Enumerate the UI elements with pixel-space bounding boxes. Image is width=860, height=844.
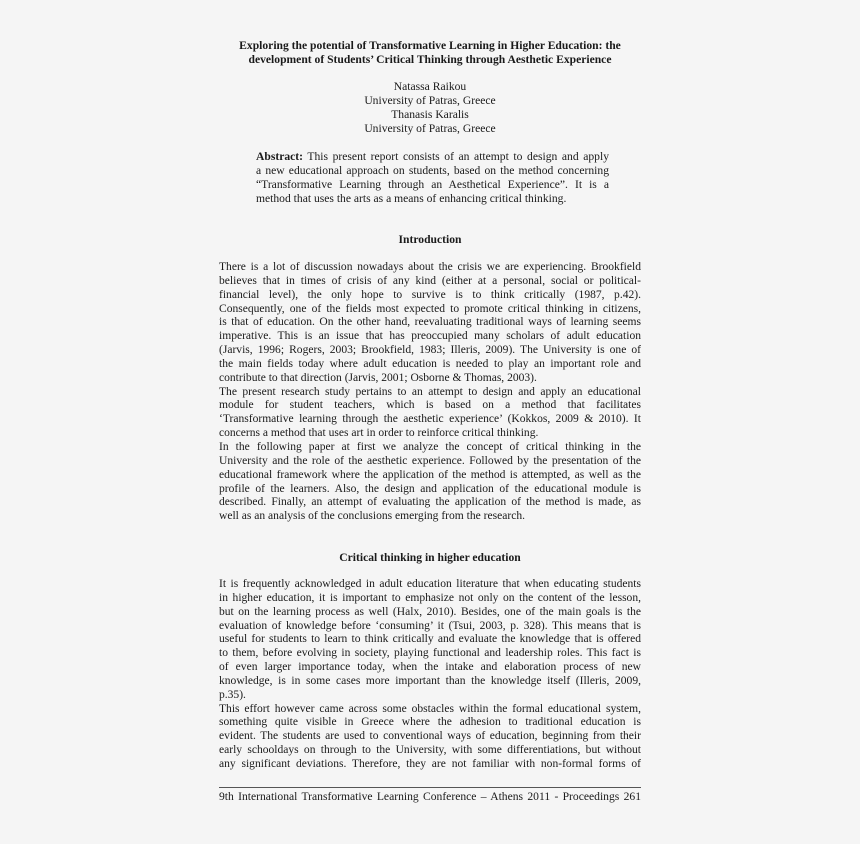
- body-line: the main fields today where adult education is needed to play an important role and: [219, 357, 641, 370]
- footer-divider: [219, 787, 641, 788]
- body-line: module for student teachers, which is based on a method that facilitates: [219, 399, 641, 412]
- body-line: There is a lot of discussion nowadays about the crisis we are experiencing. Brookfield: [219, 261, 641, 273]
- author-affiliation: University of Patras, Greece: [364, 94, 496, 107]
- abstract: [256, 150, 609, 205]
- body-line: knowledge, is in some cases more important than the knowledge itself (Illeris, 2009,: [219, 674, 641, 687]
- body-line: University and the role of the aesthetic experience. Followed by the presentation of the: [219, 454, 641, 467]
- section-body-introduction: [219, 261, 641, 524]
- body-line: well as an analysis of the conclusions emerging from the research.: [219, 510, 526, 523]
- body-line: something quite visible in Greece where the adhesion to traditional education is: [219, 716, 641, 729]
- body-line: believes that in times of crisis of any kind (either at a personal, social or political-: [219, 274, 641, 287]
- author-name: Thanasis Karalis: [391, 108, 469, 121]
- body-line: In the following paper at first we analyze the concept of critical thinking in the: [219, 440, 641, 453]
- body-line: (Jarvis, 1996; Rogers, 2003; Brookfield, 1983; Illeris, 2009). The University is one of: [219, 344, 641, 357]
- body-line: It is frequently acknowledged in adult education literature that when educating students: [219, 578, 641, 590]
- page-footer: 9th International Transformative Learning Conference – Athens 2011 - Proceedings 261: [219, 790, 641, 803]
- body-line: imperative. This is an issue that has preoccupied many scholars of adult education: [219, 330, 641, 343]
- body-line: evident. The students are used to conventional ways of education, beginning from their: [219, 730, 641, 743]
- body-line: to them, before evolving in society, playing functional and leadership roles. This fact is: [219, 647, 641, 660]
- abstract-line: “Transformative Learning through an Aesthetical Experience”. It is a: [256, 177, 609, 191]
- title-line: Exploring the potential of Transformative Learning in Higher Education: the: [239, 39, 621, 52]
- body-line: financial level), the only hope to survive is to think critically (1987, p.42).: [219, 288, 641, 301]
- body-line: early schooldays on through to the University, with some differentiations, but without: [219, 744, 641, 757]
- abstract-line: method that uses the arts as a means of enhancing critical thinking.: [256, 191, 567, 205]
- section-heading-critical-thinking: Critical thinking in higher education: [339, 551, 521, 564]
- abstract-line: Abstract: This present report consists of an attempt to design and apply: [256, 150, 609, 163]
- body-line: ‘Transformative learning through the aesthetic experience’ (Kokkos, 2009 & 2010). It: [219, 413, 641, 426]
- body-line: any significant deviations. Therefore, they are not familiar with non-formal forms of: [219, 757, 641, 770]
- body-line: educational framework where the application of the method is attempted, as well as the: [219, 468, 641, 481]
- title-line: development of Students’ Critical Thinking through Aesthetic Experience: [248, 53, 612, 66]
- author-name: Natassa Raikou: [393, 80, 467, 93]
- body-line: concerns a method that uses art in order to reinforce critical thinking.: [219, 427, 539, 440]
- body-line: This effort however came across some obstacles within the formal educational system,: [219, 702, 641, 715]
- body-line: useful for students to learn to think critically and evaluate the knowledge that is offered: [219, 633, 641, 646]
- paper-title: [209, 39, 651, 67]
- body-line: of even larger importance today, when the intake and elaboration process of new: [219, 661, 641, 674]
- body-line: evaluation of knowledge before ‘consuming’ it (Tsui, 2003, p. 328). This means that is: [219, 619, 641, 632]
- body-line: The present research study pertains to an attempt to design and apply an educational: [219, 385, 641, 398]
- section-body-critical-thinking: [219, 578, 641, 772]
- body-line: is that of education. On the other hand, reevaluating traditional ways of learning seems: [219, 316, 641, 329]
- author-affiliation: University of Patras, Greece: [364, 122, 496, 135]
- body-line: described. Finally, an attempt of evaluating the application of the method is made, as: [219, 496, 641, 509]
- body-line: but on the learning process as well (Halx, 2010). Besides, one of the main goals is the: [219, 605, 641, 618]
- section-heading-introduction: Introduction: [398, 233, 462, 246]
- body-line: in higher education, it is important to emphasize not only on the content of the lesson,: [219, 591, 641, 604]
- body-line: profile of the learners. Also, the design and application of the educational module is: [219, 482, 641, 495]
- author-block: [219, 80, 641, 136]
- abstract-line: a new educational approach on students, based on the method concerning: [256, 163, 609, 177]
- body-line: Consequently, one of the fields most expected to promote critical thinking in citizens,: [219, 302, 641, 315]
- body-line: contribute to that direction (Jarvis, 2001; Osborne & Thomas, 2003).: [219, 371, 537, 384]
- abstract-label: Abstract:: [256, 150, 304, 163]
- body-line: p.35).: [219, 688, 246, 701]
